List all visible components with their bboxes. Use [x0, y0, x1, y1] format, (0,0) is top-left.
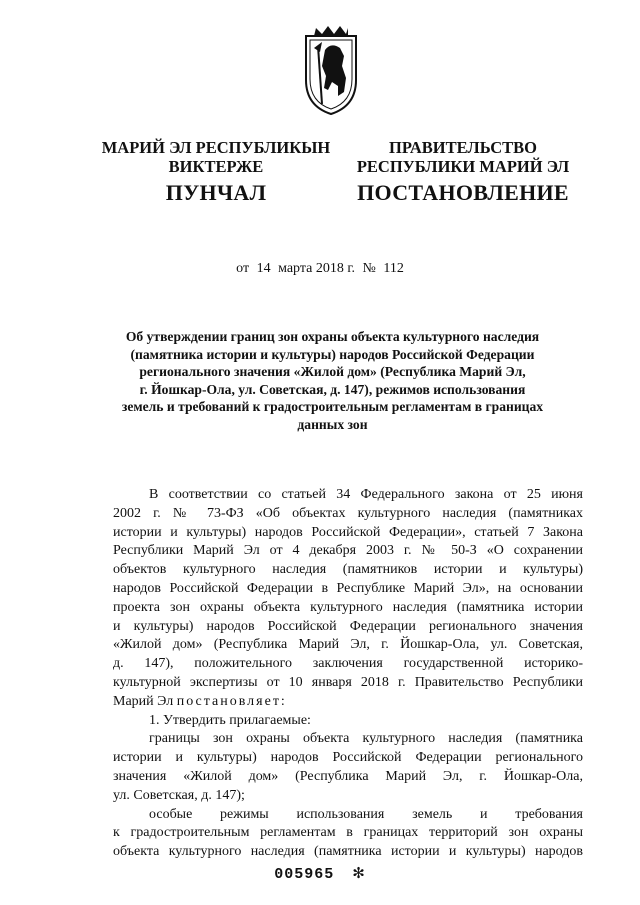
body-line: 2002 г. № 73-ФЗ «Об объектах культурного наследия (памятниках [113, 505, 583, 521]
asterisk-mark-icon: ✻ [352, 864, 366, 882]
title-line: регионального значения «Жилой дом» (Республика Марий Эл, [139, 364, 526, 379]
body-line: границы зон охраны объекта культурного наследия (памятника [149, 731, 583, 747]
header-left-authority [88, 138, 344, 176]
body-line: к градостроительным регламентам в границах территорий зон охраны [113, 825, 583, 841]
body-line: «Жилой дом» (Республика Марий Эл, г. Йошкар-Ола, ул. Советская, [113, 637, 583, 653]
body-line: 1. Утвердить прилагаемые: [149, 712, 311, 728]
serial-number-footer [0, 864, 640, 883]
date-prefix: от [236, 261, 250, 276]
body-line: истории и культуры) народов Российской Федерации регионального [113, 750, 583, 766]
title-line: данных зон [297, 416, 368, 432]
body-line: объектов культурного наследия (памятников истории и культуры) [113, 562, 583, 578]
header-right-authority [352, 138, 574, 176]
date-day: 14 [256, 261, 271, 276]
date-month-year: марта 2018 г. [278, 261, 356, 276]
body-line: особые режимы использования земель и требования [149, 806, 583, 822]
title-line: Об утверждении границ зон охраны объекта культурного наследия [125, 329, 540, 344]
serial-number: 005965 [274, 866, 335, 883]
body-line-resolution [113, 693, 583, 712]
resolves-word: постановляет: [176, 693, 287, 709]
date-line [0, 261, 640, 277]
body-line: ул. Советская, д. 147); [113, 787, 245, 803]
header-left-line2: ВИКТЕРЖЕ [168, 157, 264, 176]
header-right-line2: РЕСПУБЛИКИ МАРИЙ ЭЛ [356, 157, 570, 176]
body-line: проекта зон охраны объекта культурного наследия (памятника истории [113, 599, 583, 615]
body-line: народов Российской Федерации в Республике Марий Эл», на основании [113, 580, 583, 596]
header-left-line1: МАРИЙ ЭЛ РЕСПУБЛИКЫН [101, 138, 331, 157]
coat-of-arms-emblem [298, 22, 364, 118]
header-right-line1: ПРАВИТЕЛЬСТВО [389, 138, 537, 157]
body-line: Республики Марий Эл от 4 декабря 2003 г. № 50-З «О сохранении [113, 543, 583, 559]
title-line: г. Йошкар-Ола, ул. Советская, д. 147), режимов использования [139, 381, 526, 397]
title-line: земель и требований к градостроительным регламентам в границах [121, 399, 544, 414]
document-number: 112 [383, 261, 404, 276]
body-line: истории и культуры) народов Российской Федерации», статьей 7 Закона [113, 524, 583, 540]
body-line: объекта культурного наследия (памятника истории и культуры) народов [113, 844, 583, 860]
body-line-text: Марий Эл [113, 693, 174, 709]
body-line: значения «Жилой дом» (Республика Марий Эл, г. Йошкар-Ола, [113, 768, 583, 784]
header-left-doc-type: ПУНЧАЛ [165, 180, 267, 205]
body-line: д. 147), положительного заключения государственной историко- [113, 656, 583, 672]
body-line: В соответствии со статьей 34 Федерального закона от 25 июня [149, 487, 583, 502]
number-sign: № [362, 261, 376, 276]
document-title [100, 328, 565, 433]
body-line: культурной экспертизы от 10 января 2018 г. Правительство Республики [113, 674, 583, 690]
title-line: (памятника истории и культуры) народов Российской Федерации [130, 346, 535, 362]
body-line: и культуры) народов Российской Федерации регионального значения [113, 618, 583, 634]
header-right-doc-type: ПОСТАНОВЛЕНИЕ [357, 180, 569, 205]
document-body [113, 486, 583, 862]
